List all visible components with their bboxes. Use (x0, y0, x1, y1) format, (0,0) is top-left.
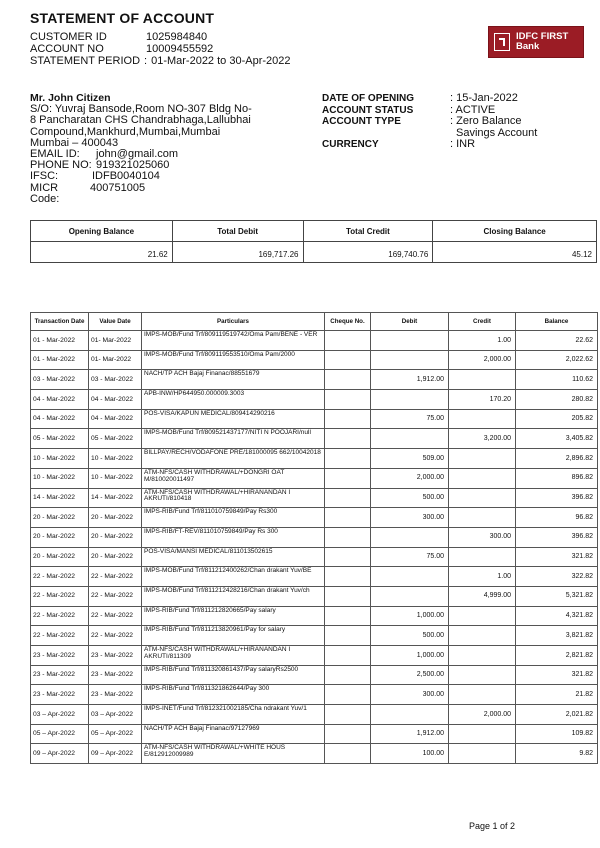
debit-cell: 100.00 (371, 744, 449, 764)
account-status-value: : ACTIVE (450, 103, 496, 116)
cheque-no-cell (325, 665, 371, 685)
balance-cell: 396.82 (516, 527, 598, 547)
value-date-cell: 01- Mar-2022 (89, 350, 142, 370)
particulars-cell: IMPS-RIB/Fund Trf/811010759849/Pay Rs300 (142, 508, 325, 528)
balance-cell: 109.82 (516, 724, 598, 744)
balance-cell: 110.62 (516, 370, 598, 390)
value-date-cell: 22 - Mar-2022 (89, 626, 142, 646)
credit-cell: 2,000.00 (449, 350, 516, 370)
particulars-cell: IMPS-RIB/FT-REV/811010759849/Pay Rs 300 (142, 527, 325, 547)
balance-summary-table (30, 220, 597, 263)
statement-period-value: 01-Mar-2022 to 30-Apr-2022 (151, 55, 291, 67)
particulars-cell: IMPS-MOB/Fund Trf/811212400262/Chan drakant Yuv/BE (142, 567, 325, 587)
particulars-cell: IMPS-INET/Fund Trf/812321002185/Cha ndrakant Yuv/1 (142, 705, 325, 725)
transactions-table (30, 312, 598, 764)
table-row (31, 449, 598, 469)
address-line-1: S/O: Yuvraj Bansode,Room NO-307 Bldg No- (30, 103, 252, 116)
particulars-cell: NACH/TP ACH Bajaj Finanac/88551679 (142, 370, 325, 390)
transaction-date-cell: 05 – Apr-2022 (31, 724, 89, 744)
balance-cell: 321.82 (516, 665, 598, 685)
balance-cell: 280.82 (516, 390, 598, 410)
table-row (31, 606, 598, 626)
value-date-cell: 05 - Mar-2022 (89, 429, 142, 449)
debit-cell: 500.00 (371, 626, 449, 646)
total-debit-value: 169,717.26 (172, 242, 303, 263)
debit-cell: 1,000.00 (371, 606, 449, 626)
transaction-date-cell: 01 - Mar-2022 (31, 331, 89, 351)
table-row (31, 429, 598, 449)
credit-cell (449, 724, 516, 744)
debit-cell: 1,912.00 (371, 724, 449, 744)
column-header: Balance (516, 313, 598, 331)
particulars-cell: IMPS-MOB/Fund Trf/809521437177/NITI N POOJARI/null (142, 429, 325, 449)
cheque-no-cell (325, 409, 371, 429)
transaction-date-cell: 03 – Apr-2022 (31, 705, 89, 725)
table-row (31, 685, 598, 705)
bank-name-line2: Bank (516, 41, 540, 52)
particulars-cell: POS-VISA/MANSI MEDICAL/811013502615 (142, 547, 325, 567)
transaction-date-cell: 04 - Mar-2022 (31, 409, 89, 429)
table-row (31, 724, 598, 744)
cheque-no-cell (325, 449, 371, 469)
credit-cell (449, 488, 516, 508)
particulars-cell: IMPS-RIB/Fund Trf/811212820665/Pay salary (142, 606, 325, 626)
transaction-date-cell: 22 - Mar-2022 (31, 626, 89, 646)
credit-cell (449, 547, 516, 567)
particulars-cell: IMPS-RIB/Fund Trf/811321862644/Pay 300 (142, 685, 325, 705)
account-no-label: ACCOUNT NO (30, 43, 104, 55)
column-header: Particulars (142, 313, 325, 331)
account-status-label: ACCOUNT STATUS (322, 104, 414, 116)
account-type-line1: : Zero Balance (450, 115, 522, 128)
balance-cell: 96.82 (516, 508, 598, 528)
micr-row (30, 183, 305, 205)
debit-cell: 75.00 (371, 409, 449, 429)
cheque-no-cell (325, 705, 371, 725)
debit-cell (371, 390, 449, 410)
transactions-header-row (31, 313, 598, 331)
value-date-cell: 03 - Mar-2022 (89, 370, 142, 390)
debit-cell (371, 705, 449, 725)
balance-cell: 896.82 (516, 468, 598, 488)
table-row (31, 468, 598, 488)
micr-value: 400751005 (90, 181, 146, 194)
value-date-cell: 23 - Mar-2022 (89, 665, 142, 685)
particulars-cell: IMPS-MOB/Fund Trf/809119519742/Oma Pam/BENE - VER (142, 331, 325, 351)
transaction-date-cell: 10 - Mar-2022 (31, 468, 89, 488)
balance-cell: 9.82 (516, 744, 598, 764)
credit-cell: 170.20 (449, 390, 516, 410)
account-header (30, 31, 291, 67)
table-row (31, 705, 598, 725)
balance-cell: 5,321.82 (516, 586, 598, 606)
column-header: Cheque No. (325, 313, 371, 331)
value-date-cell: 20 - Mar-2022 (89, 508, 142, 528)
total-credit-value: 169,740.76 (303, 242, 433, 263)
transaction-date-cell: 22 - Mar-2022 (31, 606, 89, 626)
summary-header: Total Debit (172, 221, 303, 242)
credit-cell (449, 646, 516, 666)
table-row (31, 586, 598, 606)
cheque-no-cell (325, 468, 371, 488)
value-date-cell: 10 - Mar-2022 (89, 449, 142, 469)
summary-header: Opening Balance (31, 221, 173, 242)
table-row (31, 567, 598, 587)
debit-cell (371, 586, 449, 606)
debit-cell (371, 350, 449, 370)
transaction-date-cell: 09 – Apr-2022 (31, 744, 89, 764)
cheque-no-cell (325, 685, 371, 705)
particulars-cell: ATM-NFS/CASH WITHDRAWAL/+HIRANANDAN I AKRUTI/810418 (142, 488, 325, 508)
table-row (31, 390, 598, 410)
transaction-date-cell: 20 - Mar-2022 (31, 508, 89, 528)
account-info (322, 93, 590, 151)
table-row (31, 409, 598, 429)
address-line-4: Mumbai – 400043 (30, 136, 119, 149)
value-date-cell: 23 - Mar-2022 (89, 685, 142, 705)
micr-label: MICR Code: (30, 181, 60, 205)
cheque-no-cell (325, 606, 371, 626)
summary-header: Closing Balance (433, 221, 597, 242)
cheque-no-cell (325, 390, 371, 410)
table-row (31, 547, 598, 567)
phone-value: 919321025060 (96, 159, 170, 172)
ifsc-row (30, 171, 305, 182)
value-date-cell: 09 – Apr-2022 (89, 744, 142, 764)
cheque-no-cell (325, 527, 371, 547)
summary-header: Total Credit (303, 221, 433, 242)
transaction-date-cell: 22 - Mar-2022 (31, 567, 89, 587)
currency-value: : INR (450, 138, 476, 151)
particulars-cell: APB-INW/HP644950.000009.3003 (142, 390, 325, 410)
transaction-date-cell: 03 - Mar-2022 (31, 370, 89, 390)
closing-balance-value: 45.12 (433, 242, 597, 263)
summary-value-row (31, 242, 597, 263)
debit-cell: 2,000.00 (371, 468, 449, 488)
value-date-cell: 04 - Mar-2022 (89, 390, 142, 410)
balance-cell: 2,021.82 (516, 705, 598, 725)
balance-cell: 21.82 (516, 685, 598, 705)
credit-cell (449, 508, 516, 528)
credit-cell (449, 606, 516, 626)
credit-cell (449, 468, 516, 488)
debit-cell (371, 429, 449, 449)
credit-cell (449, 626, 516, 646)
credit-cell: 300.00 (449, 527, 516, 547)
account-no-row (30, 43, 291, 55)
credit-cell (449, 685, 516, 705)
statement-period-sep: : (144, 55, 148, 67)
address-line-3: Compound,Mankhurd,Mumbai,Mumbai (30, 125, 221, 138)
value-date-cell: 03 – Apr-2022 (89, 705, 142, 725)
account-type-label: ACCOUNT TYPE (322, 116, 401, 128)
table-row (31, 626, 598, 646)
debit-cell (371, 527, 449, 547)
cheque-no-cell (325, 331, 371, 351)
value-date-cell: 22 - Mar-2022 (89, 586, 142, 606)
balance-cell: 3,821.82 (516, 626, 598, 646)
transaction-date-cell: 10 - Mar-2022 (31, 449, 89, 469)
debit-cell: 300.00 (371, 508, 449, 528)
address-line-2: 8 Pancharatan CHS Chandrabhaga,Lallubhai (30, 114, 251, 127)
value-date-cell: 01- Mar-2022 (89, 331, 142, 351)
currency-row (322, 139, 590, 151)
cheque-no-cell (325, 429, 371, 449)
table-row (31, 646, 598, 666)
column-header: Transaction Date (31, 313, 89, 331)
debit-cell: 300.00 (371, 685, 449, 705)
cheque-no-cell (325, 646, 371, 666)
value-date-cell: 23 - Mar-2022 (89, 646, 142, 666)
value-date-cell: 04 - Mar-2022 (89, 409, 142, 429)
table-row (31, 508, 598, 528)
statement-period-row (30, 55, 291, 67)
balance-cell: 321.82 (516, 547, 598, 567)
transaction-date-cell: 04 - Mar-2022 (31, 390, 89, 410)
debit-cell: 75.00 (371, 547, 449, 567)
transaction-date-cell: 05 - Mar-2022 (31, 429, 89, 449)
credit-cell (449, 370, 516, 390)
customer-details (30, 93, 305, 205)
column-header: Credit (449, 313, 516, 331)
particulars-cell: ATM-NFS/CASH WITHDRAWAL/+DONGRI OAT M/810020011497 (142, 468, 325, 488)
ifsc-label: IFSC: (30, 170, 59, 183)
cheque-no-cell (325, 370, 371, 390)
debit-cell: 500.00 (371, 488, 449, 508)
email-value: john@gmail.com (96, 148, 179, 161)
balance-cell: 205.82 (516, 409, 598, 429)
balance-cell: 22.62 (516, 331, 598, 351)
table-row (31, 350, 598, 370)
transactions-body (31, 331, 598, 764)
balance-cell: 4,321.82 (516, 606, 598, 626)
cheque-no-cell (325, 586, 371, 606)
table-row (31, 744, 598, 764)
transaction-date-cell: 22 - Mar-2022 (31, 586, 89, 606)
idfc-logo-icon (494, 33, 510, 51)
ifsc-value: IDFB0040104 (92, 170, 160, 183)
transaction-date-cell: 01 - Mar-2022 (31, 350, 89, 370)
particulars-cell: IMPS-RIB/Fund Trf/811213820961/Pay for salary (142, 626, 325, 646)
cheque-no-cell (325, 350, 371, 370)
credit-cell: 1.00 (449, 567, 516, 587)
debit-cell: 1,912.00 (371, 370, 449, 390)
debit-cell: 509.00 (371, 449, 449, 469)
currency-label: CURRENCY (322, 139, 379, 151)
balance-cell: 2,896.82 (516, 449, 598, 469)
debit-cell: 1,000.00 (371, 646, 449, 666)
table-row (31, 527, 598, 547)
credit-cell (449, 449, 516, 469)
particulars-cell: NACH/TP ACH Bajaj Finanac/97127969 (142, 724, 325, 744)
credit-cell: 3,200.00 (449, 429, 516, 449)
phone-row (30, 160, 305, 171)
credit-cell (449, 409, 516, 429)
opening-date-row (322, 93, 590, 105)
column-header: Value Date (89, 313, 142, 331)
account-type-line2: Savings Account (456, 126, 538, 139)
cheque-no-cell (325, 744, 371, 764)
opening-date-label: DATE OF OPENING (322, 93, 415, 104)
balance-cell: 2,022.62 (516, 350, 598, 370)
transaction-date-cell: 23 - Mar-2022 (31, 685, 89, 705)
cheque-no-cell (325, 488, 371, 508)
balance-cell: 322.82 (516, 567, 598, 587)
value-date-cell: 05 – Apr-2022 (89, 724, 142, 744)
debit-cell (371, 567, 449, 587)
account-type-row (322, 116, 590, 139)
summary-header-row (31, 221, 597, 242)
credit-cell: 2,000.00 (449, 705, 516, 725)
balance-cell: 396.82 (516, 488, 598, 508)
transaction-date-cell: 20 - Mar-2022 (31, 547, 89, 567)
opening-date-value: : 15-Jan-2022 (450, 92, 518, 104)
credit-cell (449, 665, 516, 685)
particulars-cell: IMPS-RIB/Fund Trf/811320861437/Pay salaryRs2500 (142, 665, 325, 685)
value-date-cell: 22 - Mar-2022 (89, 567, 142, 587)
value-date-cell: 22 - Mar-2022 (89, 606, 142, 626)
particulars-cell: BILLPAY/RECH/VODAFONE PRE/181000095 662/10042018 (142, 449, 325, 469)
cheque-no-cell (325, 626, 371, 646)
balance-cell: 2,821.82 (516, 646, 598, 666)
statement-period-label: STATEMENT PERIOD (30, 55, 141, 67)
value-date-cell: 14 - Mar-2022 (89, 488, 142, 508)
customer-id-row (30, 31, 291, 43)
email-label: EMAIL ID: (30, 148, 80, 161)
cheque-no-cell (325, 724, 371, 744)
customer-id-value: 1025984840 (146, 31, 208, 43)
transaction-date-cell: 20 - Mar-2022 (31, 527, 89, 547)
credit-cell: 1.00 (449, 331, 516, 351)
table-row (31, 665, 598, 685)
customer-name: Mr. John Citizen (30, 92, 111, 104)
particulars-cell: IMPS-MOB/Fund Trf/811212428216/Chan drakant Yuv/ch (142, 586, 325, 606)
account-type-value (450, 116, 590, 139)
transaction-date-cell: 23 - Mar-2022 (31, 646, 89, 666)
bank-logo (488, 26, 584, 58)
opening-balance-value: 21.62 (31, 242, 173, 263)
value-date-cell: 20 - Mar-2022 (89, 547, 142, 567)
cheque-no-cell (325, 567, 371, 587)
column-header: Debit (371, 313, 449, 331)
value-date-cell: 10 - Mar-2022 (89, 468, 142, 488)
bank-name (516, 32, 568, 52)
particulars-cell: IMPS-MOB/Fund Trf/809119553510/Oma Pam/2000 (142, 350, 325, 370)
customer-id-label: CUSTOMER ID (30, 31, 107, 43)
phone-label: PHONE NO: (30, 159, 92, 172)
balance-cell: 3,405.82 (516, 429, 598, 449)
bank-name-line1: IDFC FIRST (516, 31, 569, 42)
cheque-no-cell (325, 508, 371, 528)
value-date-cell: 20 - Mar-2022 (89, 527, 142, 547)
account-no-value: 10009455592 (146, 43, 214, 55)
particulars-cell: POS-VISA/KAPUN MEDICAL/809414290216 (142, 409, 325, 429)
transaction-date-cell: 23 - Mar-2022 (31, 665, 89, 685)
debit-cell: 2,500.00 (371, 665, 449, 685)
particulars-cell: ATM-NFS/CASH WITHDRAWAL/+WHITE HOUS E/812912009989 (142, 744, 325, 764)
debit-cell (371, 331, 449, 351)
credit-cell: 4,999.00 (449, 586, 516, 606)
table-row (31, 331, 598, 351)
particulars-cell: ATM-NFS/CASH WITHDRAWAL/+HIRANANDAN I AKRUTI/811309 (142, 646, 325, 666)
credit-cell (449, 744, 516, 764)
cheque-no-cell (325, 547, 371, 567)
table-row (31, 370, 598, 390)
page-number: Page 1 of 2 (469, 821, 516, 831)
table-row (31, 488, 598, 508)
page-title: STATEMENT OF ACCOUNT (30, 10, 215, 26)
transaction-date-cell: 14 - Mar-2022 (31, 488, 89, 508)
